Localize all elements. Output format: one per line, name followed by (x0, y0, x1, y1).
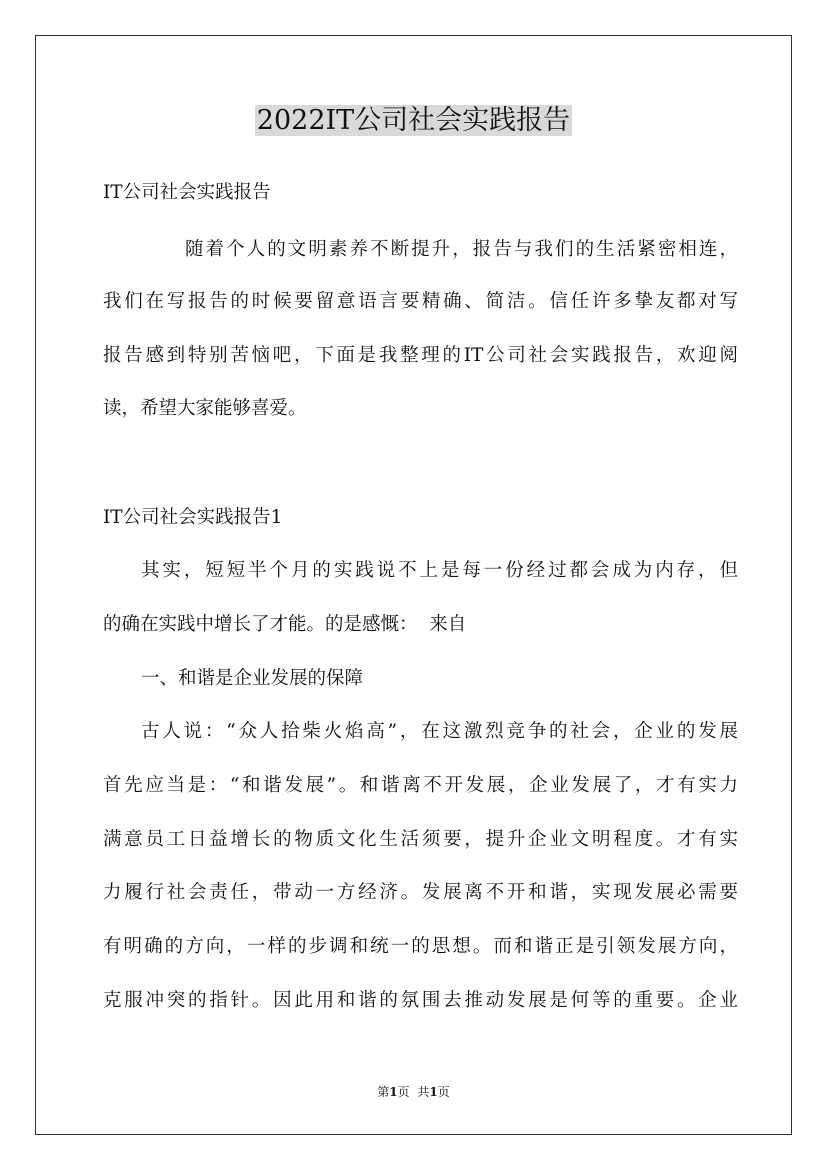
page-footer (0, 1083, 827, 1101)
intro-line: 随着个人的文明素养不断提升，报告与我们的生活紧密相连， (185, 239, 738, 260)
intro-line: 报告感到特别苦恼吧，下面是我整理的IT公司社会实践报告，欢迎阅 (103, 345, 738, 366)
paragraph-line: 其实，短短半个月的实践说不上是每一份经过都会成为内存，但 (141, 560, 738, 581)
paragraph-line: 首先应当是：“和谐发展”。和谐离不开发展，企业发展了，才有实力 (103, 775, 738, 796)
list-item-heading: 一、和谐是企业发展的保障 (141, 668, 364, 689)
paragraph-line: 满意员工日益增长的物质文化生活须要，提升企业文明程度。才有实 (103, 829, 738, 850)
page-prefix: 第 (377, 1085, 390, 1099)
paragraph-line: 古人说：“众人拾柴火焰高”，在这激烈竞争的社会，企业的发展 (141, 721, 738, 742)
document-title-text: 2022IT公司社会实践报告 (256, 105, 571, 136)
paragraph-line: 有明确的方向，一样的步调和统一的思想。而和谐正是引领发展方向， (103, 936, 738, 957)
intro-line: 我们在写报告的时候要留意语言要精确、简洁。信任许多挚友都对写 (103, 291, 738, 312)
paragraph-line: 力履行社会责任，带动一方经济。发展离不开和谐，实现发展必需要 (103, 882, 738, 903)
page-suffix: 页 (397, 1085, 410, 1099)
paragraph-line: 克服冲突的指针。因此用和谐的氛围去推动发展是何等的重要。企业 (103, 990, 738, 1011)
document-subtitle: IT公司社会实践报告 (103, 182, 271, 203)
section-heading: IT公司社会实践报告1 (103, 507, 283, 528)
total-pages: 1 (429, 1085, 438, 1099)
document-title (0, 101, 827, 141)
total-suffix: 页 (437, 1085, 450, 1099)
intro-line: 读，希望大家能够喜爱。 (103, 398, 307, 419)
total-prefix: 共 (417, 1085, 430, 1099)
page-number: 1 (389, 1085, 398, 1099)
paragraph-line: 的确在实践中增长了才能。的是感慨： 来自 (103, 614, 467, 635)
